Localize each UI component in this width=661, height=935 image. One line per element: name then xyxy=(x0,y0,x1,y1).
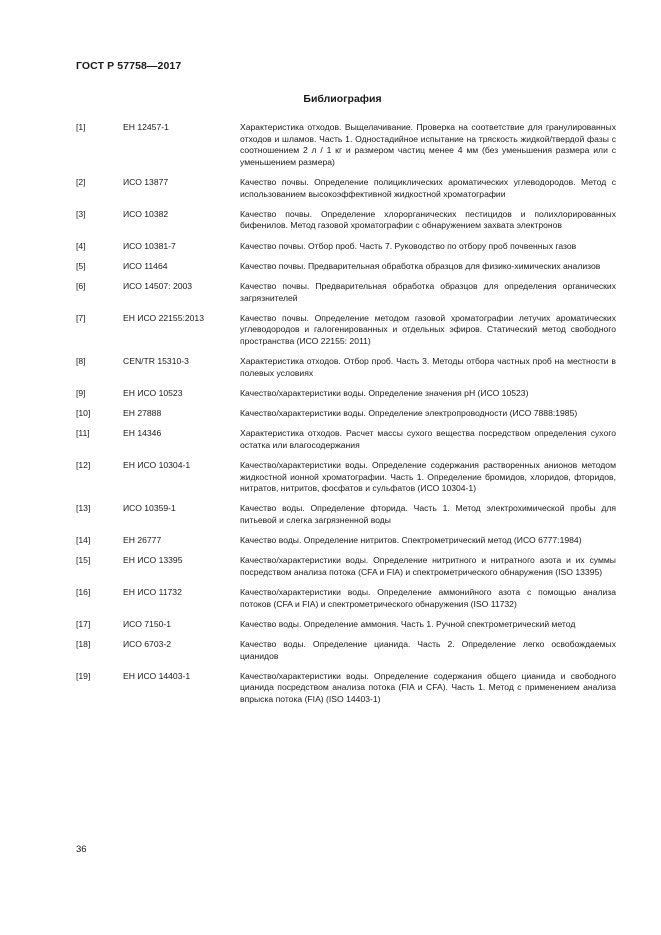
bibliography-entry xyxy=(76,241,616,253)
bibliography-entry xyxy=(76,428,616,451)
entry-title: Качество почвы. Определение хлорорганических пестицидов и полихлорированных бифенилов. Метод газовой хроматографии с обнаружением захвата электронов xyxy=(240,208,616,231)
entry-number: [16] xyxy=(76,587,91,598)
entry-standard-code: ЕН 27888 xyxy=(123,408,162,419)
entry-standard-code: ЕН ИСО 14403-1 xyxy=(123,670,191,681)
bibliography-list xyxy=(76,122,616,714)
entry-standard-code: ИСО 11464 xyxy=(123,260,168,271)
entry-number: [10] xyxy=(76,408,91,419)
entry-standard-code: ЕН 12457-1 xyxy=(123,122,169,132)
entry-number: [5] xyxy=(76,260,86,271)
entry-standard-code: ЕН ИСО 11732 xyxy=(123,587,182,598)
entry-number: [19] xyxy=(76,670,91,681)
entry-number: [13] xyxy=(76,503,91,514)
bibliography-entry xyxy=(76,356,616,379)
entry-standard-code: ЕН 14346 xyxy=(123,428,162,439)
entry-number: [4] xyxy=(76,240,86,251)
bibliography-entry xyxy=(76,587,616,610)
entry-title: Характеристика отходов. Отбор проб. Часть 3. Методы отбора частных проб на местности в полевых условиях xyxy=(240,356,616,378)
entry-standard-code: ЕН 26777 xyxy=(123,535,162,546)
entry-title: Качество почвы. Отбор проб. Часть 7. Руководство по отбору проб почвенных газов xyxy=(240,240,577,251)
entry-number: [14] xyxy=(76,535,91,546)
entry-standard-code: ИСО 10381-7 xyxy=(123,240,176,251)
entry-standard-code: ЕН ИСО 13395 xyxy=(123,555,183,566)
entry-number: [17] xyxy=(76,618,91,629)
bibliography-entry xyxy=(76,460,616,495)
entry-number: [11] xyxy=(76,428,90,439)
entry-number: [15] xyxy=(76,555,91,566)
entry-title: Качество/характеристики воды. Определение содержания растворенных анионов методом жидкостной ионной хроматографии. Часть 1. Определение бромидов, хлоридов, фторидов, нитратов, нитритов, фосфатов и сульфатов (ИСО 10304-1) xyxy=(240,460,616,494)
entry-title: Качество/характеристики воды. Определение содержания общего цианида и свободного цианида посредством анализа потока (FIA и CFA). Часть 1. Метод с применением анализа впрыска потока (FIA) (ISO 14403-1) xyxy=(240,670,616,705)
bibliography-entry xyxy=(76,281,616,304)
bibliography-entry xyxy=(76,671,616,706)
entry-title: Качество/характеристики воды. Определение аммонийного азота с помощью анализа потоков (CFA и FIA) и спектрометрического обнаружения (ISO 11732) xyxy=(240,587,616,609)
entry-standard-code: ИСО 6703-2 xyxy=(123,639,172,650)
entry-title: Качество почвы. Определение методом газовой хроматографии летучих ароматических углеводородов и галогенированных и отдельных эфиров. Статический метод свободного пространства (ИСО 22155: 2011) xyxy=(240,312,616,346)
entry-title: Качество почвы. Предварительная обработка образцов для определения органических загрязнителей xyxy=(240,280,616,303)
bibliography-entry xyxy=(76,503,616,526)
entry-standard-code: ЕН ИСО 10523 xyxy=(123,387,183,398)
entry-number: [8] xyxy=(76,356,86,367)
entry-number: [9] xyxy=(76,387,86,398)
entry-title: Качество/характеристики воды. Определение электропроводности (ИСО 7888:1985) xyxy=(240,408,578,419)
bibliography-entry xyxy=(76,177,616,200)
entry-standard-code: ИСО 7150-1 xyxy=(123,618,172,629)
entry-title: Качество почвы. Предварительная обработка образцов для физико-химических анализов xyxy=(240,260,601,271)
bibliography-entry xyxy=(76,555,616,578)
bibliography-entry xyxy=(76,261,616,273)
bibliography-entry xyxy=(76,408,616,420)
bibliography-entry xyxy=(76,122,616,168)
bibliography-entry xyxy=(76,209,616,232)
bibliography-entry xyxy=(76,535,616,547)
entry-title: Качество воды. Определение цианида. Часть 2. Определение легко освобождаемых цианидов xyxy=(240,639,616,661)
entry-standard-code: ИСО 10359-1 xyxy=(123,503,176,514)
entry-standard-code: ЕН ИСО 10304-1 xyxy=(123,460,191,470)
entry-number: [7] xyxy=(76,312,86,323)
entry-standard-code: ИСО 10382 xyxy=(123,208,169,219)
bibliography-entry xyxy=(76,619,616,631)
entry-title: Качество воды. Определение фторида. Часть 1. Метод электрохимической пробы для питьевой и слегка загрязненной воды xyxy=(240,503,616,525)
bibliography-title: Библиография xyxy=(303,93,382,105)
document-header: ГОСТ Р 57758—2017 xyxy=(76,60,182,72)
entry-standard-code: ИСО 14507: 2003 xyxy=(123,280,193,291)
page-number: 36 xyxy=(76,844,87,855)
entry-title: Качество/характеристики воды. Определение значения pH (ИСО 10523) xyxy=(240,387,529,398)
entry-title: Характеристика отходов. Расчет массы сухого вещества посредством определения сухого остатка или влагосодержания xyxy=(240,428,616,450)
entry-standard-code: ЕН ИСО 22155:2013 xyxy=(123,312,204,323)
entry-standard-code: ИСО 13877 xyxy=(123,176,169,187)
entry-number: [12] xyxy=(76,460,91,470)
entry-title: Качество/характеристики воды. Определение нитритного и нитратного азота и их суммы посредством анализа потока (CFA и FIA) и спектрометрического обнаружения (ISO 13395) xyxy=(240,555,616,577)
bibliography-entry xyxy=(76,313,616,348)
entry-title: Качество воды. Определение нитритов. Спектрометрический метод (ИСО 6777:1984) xyxy=(240,535,582,546)
entry-number: [3] xyxy=(76,208,86,219)
entry-title: Качество воды. Определение аммония. Часть 1. Ручной спектрометрический метод xyxy=(240,618,576,629)
entry-number: [2] xyxy=(76,176,86,187)
entry-number: [1] xyxy=(76,122,86,132)
entry-title: Характеристика отходов. Выщелачивание. Проверка на соответствие для гранулированных отходов и шламов. Часть 1. Одностадийное испытание на тряскость жидкой/твердой фазы с соотношением 2 л / 1 кг и размером частиц менее 4 мм (без уменьшения размера или с уменьшением размера) xyxy=(240,122,616,167)
entry-standard-code: CEN/TR 15310-3 xyxy=(123,356,189,367)
bibliography-entry xyxy=(76,639,616,662)
entry-number: [18] xyxy=(76,639,91,650)
entry-number: [6] xyxy=(76,280,86,291)
bibliography-entry xyxy=(76,388,616,400)
entry-title: Качество почвы. Определение полициклических ароматических углеводородов. Метод с использованием высокоэффективной жидкостной хроматографии xyxy=(240,176,616,199)
